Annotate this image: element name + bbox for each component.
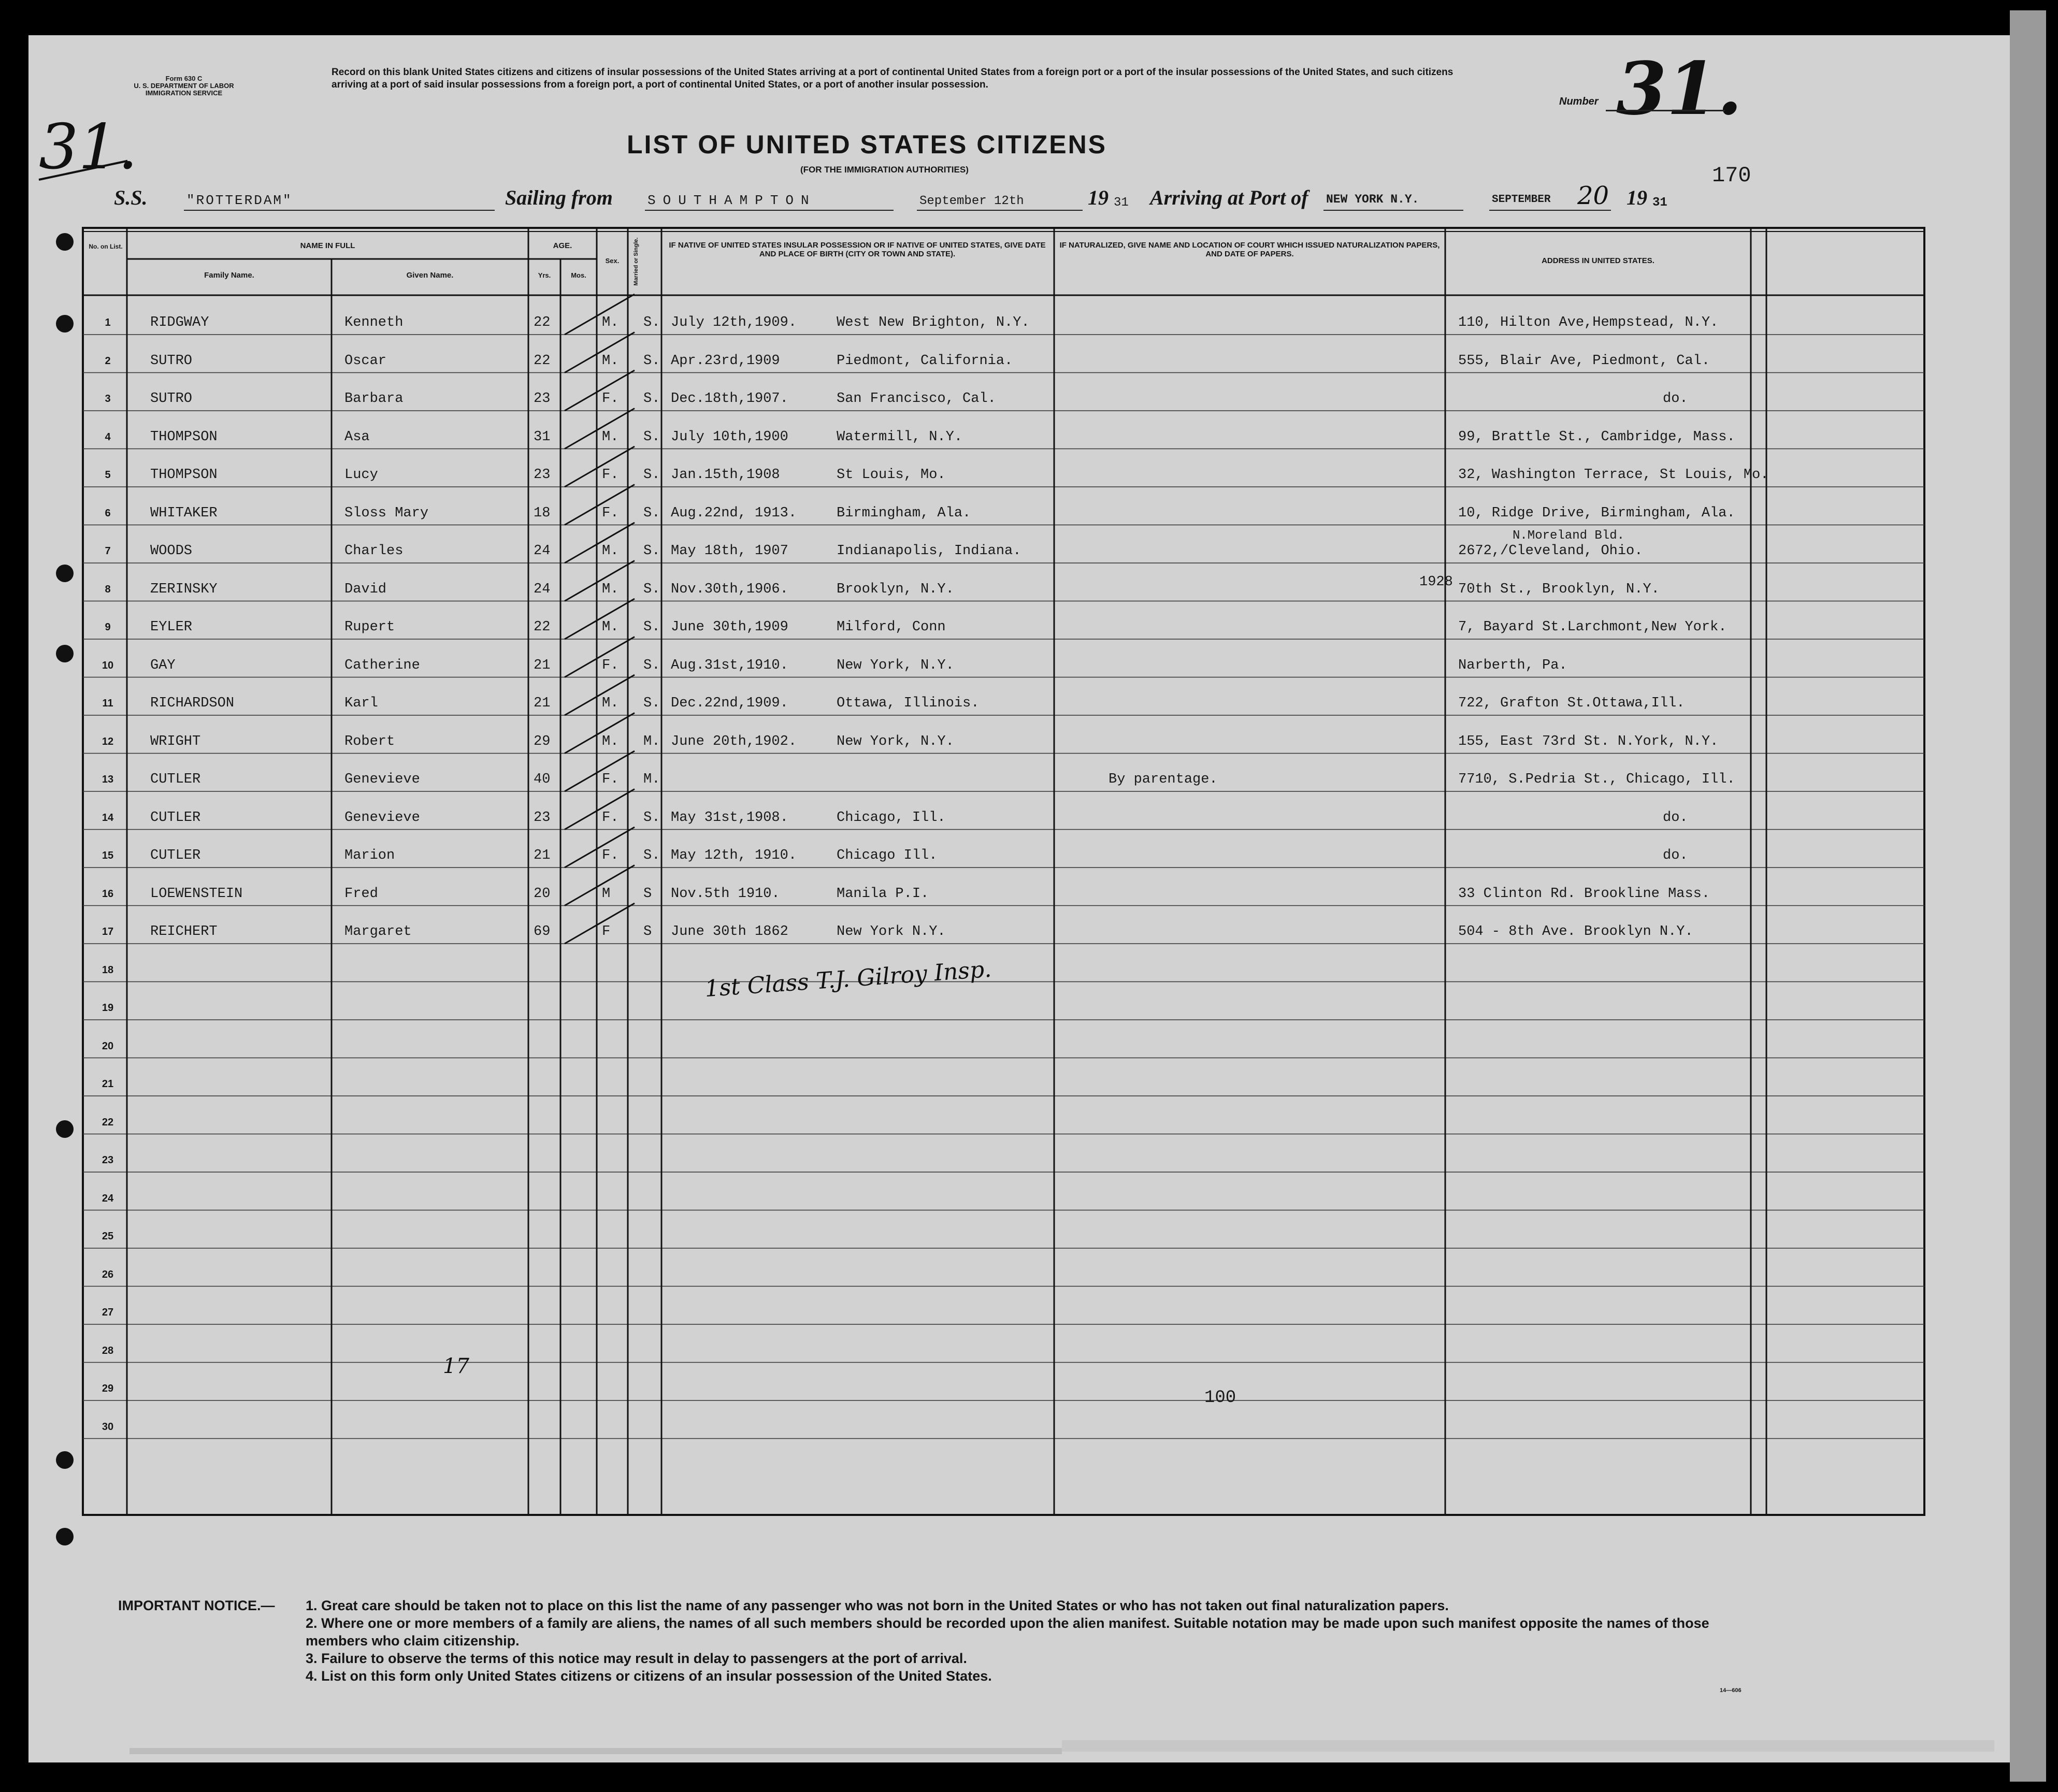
department: U. S. DEPARTMENT OF LABOR: [134, 82, 234, 90]
address-note: N.Moreland Bld.: [1513, 529, 1625, 543]
age-years: 40: [534, 772, 551, 787]
given-name: Asa: [344, 429, 370, 445]
address: 7710, S.Pedria St., Chicago, Ill.: [1458, 772, 1735, 787]
age-years: 69: [534, 924, 551, 940]
address: 70th St., Brooklyn, N.Y.: [1458, 581, 1660, 597]
address: do.: [1663, 848, 1688, 863]
sex: M.: [602, 429, 619, 445]
row-number: 1: [105, 317, 111, 328]
given-name: Kenneth: [344, 315, 404, 330]
header-family-name: Family Name.: [204, 271, 254, 280]
birth-place: St Louis, Mo.: [837, 467, 946, 483]
row-number: 23: [102, 1154, 114, 1166]
check-mark: [565, 827, 635, 868]
address: 110, Hilton Ave,Hempstead, N.Y.: [1458, 315, 1719, 330]
marital-status: S.: [643, 657, 660, 673]
age-years: 22: [534, 619, 551, 635]
notice-heading: IMPORTANT NOTICE.—: [118, 1598, 275, 1613]
ship-name: "ROTTERDAM": [186, 193, 293, 208]
sex: F.: [602, 657, 619, 673]
check-mark: [565, 789, 635, 830]
birth-place: Piedmont, California.: [837, 353, 1013, 369]
birth-place: New York N.Y.: [837, 924, 946, 940]
check-mark: [565, 409, 635, 449]
age-years: 21: [534, 848, 551, 863]
row-number: 8: [105, 583, 111, 595]
row-number: 24: [102, 1192, 114, 1204]
sex: M.: [602, 733, 619, 749]
form-instructions: Record on this blank United States citizens and citizens of insular possessions of the United States arriving at a port of continental United States from a foreign port or a port of the insular possessions of the United States, and such citizens arriving at a port of said insular possessions from a foreign port, a port of continental United States, or a port of another insular possession.: [332, 67, 1453, 90]
header-age: AGE.: [553, 241, 572, 250]
age-years: 23: [534, 810, 551, 826]
page-title: LIST OF UNITED STATES CITIZENS: [627, 130, 1107, 159]
row-number: 21: [102, 1078, 114, 1090]
marital-status: S: [643, 886, 652, 902]
age-years: 22: [534, 353, 551, 369]
row-number: 7: [105, 545, 111, 557]
birth-date: Aug.22nd, 1913.: [671, 505, 797, 521]
address: 32, Washington Terrace, St Louis, Mo.: [1458, 467, 1769, 483]
arrival-day: 20: [1577, 181, 1609, 210]
check-mark: [565, 561, 635, 601]
given-name: Rupert: [344, 619, 395, 635]
family-name: THOMPSON: [150, 429, 218, 445]
service: IMMIGRATION SERVICE: [145, 89, 223, 97]
sex: M.: [602, 543, 619, 559]
row-number: 14: [102, 812, 114, 823]
address: 33 Clinton Rd. Brookline Mass.: [1458, 886, 1710, 902]
address: 7, Bayard St.Larchmont,New York.: [1458, 619, 1727, 635]
list-number: 31.: [1616, 47, 1743, 132]
address: Narberth, Pa.: [1458, 657, 1567, 673]
sex: M.: [602, 315, 619, 330]
marital-status: S.: [643, 315, 660, 330]
family-name: RIDGWAY: [150, 315, 209, 330]
family-name: EYLER: [150, 619, 193, 635]
arr-year-prefix: 19: [1627, 186, 1647, 209]
check-mark: [565, 675, 635, 715]
header-name-in-full: NAME IN FULL: [300, 241, 355, 250]
birth-place: Chicago Ill.: [837, 848, 938, 863]
family-name: RICHARDSON: [150, 696, 235, 711]
header-naturalized: IF NATURALIZED, GIVE NAME AND LOCATION OF COURT WHICH ISSUED NATURALIZATION PAPERS, AND DATE OF PAPERS.: [1059, 241, 1440, 258]
check-mark: [565, 903, 635, 944]
header-given-name: Given Name.: [406, 271, 454, 280]
row-number: 10: [102, 659, 114, 671]
check-mark: [565, 637, 635, 677]
birth-place: Chicago, Ill.: [837, 810, 946, 826]
family-name: LOEWENSTEIN: [150, 886, 243, 902]
sex: F: [602, 924, 611, 940]
notice-item: 2. Where one or more members of a family are aliens, the names of all such members should be recorded upon the alien manifest. Suitable notation may be made upon such manifest opposite the names of those members who claim citizenship.: [306, 1615, 1709, 1649]
row-number: 3: [105, 393, 111, 404]
birth-place: Watermill, N.Y.: [837, 429, 963, 445]
family-name: ZERINSKY: [150, 581, 218, 597]
number-label: Number: [1559, 96, 1599, 107]
address: 722, Grafton St.Ottawa,Ill.: [1458, 696, 1685, 711]
marital-status: S: [643, 924, 652, 940]
notice-item: 1. Great care should be taken not to place on this list the name of any passenger who was not born in the United States or who has not taken out final naturalization papers.: [306, 1598, 1449, 1613]
age-years: 18: [534, 505, 551, 521]
marital-status: S.: [643, 619, 660, 635]
naturalization: 1928: [1419, 574, 1453, 590]
address: 2672,/Cleveland, Ohio.: [1458, 543, 1643, 559]
given-name: Catherine: [344, 657, 420, 673]
given-name: Sloss Mary: [344, 505, 429, 521]
birth-place: Milford, Conn: [837, 619, 946, 635]
row-number: 6: [105, 507, 111, 519]
row-number: 4: [105, 431, 111, 443]
row-number: 2: [105, 355, 111, 367]
birth-date: Dec.18th,1907.: [671, 391, 788, 407]
birth-date: July 10th,1900: [671, 429, 788, 445]
age-years: 24: [534, 543, 551, 559]
age-years: 24: [534, 581, 551, 597]
arr-year-suffix: 31: [1652, 196, 1667, 210]
birth-place: West New Brighton, N.Y.: [837, 315, 1030, 330]
birth-date: Jan.15th,1908: [671, 467, 780, 483]
age-years: 23: [534, 391, 551, 407]
header-sex: Sex.: [605, 257, 620, 265]
check-mark: [565, 370, 635, 411]
birth-place: Manila P.I.: [837, 886, 929, 902]
row-number: 30: [102, 1421, 114, 1433]
birth-place: New York, N.Y.: [837, 733, 954, 749]
tally-mark: 17: [443, 1354, 469, 1378]
row-number: 25: [102, 1231, 114, 1242]
form-number: Form 630 C: [165, 75, 203, 82]
row-number: 18: [102, 964, 114, 976]
birth-place: New York, N.Y.: [837, 657, 954, 673]
notice-item: 3. Failure to observe the terms of this notice may result in delay to passengers at the port of arrival.: [306, 1651, 967, 1666]
birth-date: June 30th,1909: [671, 619, 788, 635]
family-name: THOMPSON: [150, 467, 218, 483]
given-name: Karl: [344, 696, 378, 711]
birth-date: Nov.5th 1910.: [671, 886, 780, 902]
print-code: 14—606: [1720, 1687, 1742, 1694]
row-number: 9: [105, 622, 111, 633]
sex: F.: [602, 848, 619, 863]
row-number: 11: [102, 698, 113, 709]
sailing-label: Sailing from: [505, 186, 613, 209]
family-name: GAY: [150, 657, 176, 673]
header-married: Married or Single.: [633, 237, 639, 286]
sex: M: [602, 886, 611, 902]
given-name: Robert: [344, 733, 395, 749]
ss-label: S.S.: [114, 186, 148, 209]
family-name: CUTLER: [150, 848, 201, 863]
sex: F.: [602, 772, 619, 787]
header-birth: IF NATIVE OF UNITED STATES INSULAR POSSESSION OR IF NATIVE OF UNITED STATES, GIVE DATE AND PLACE OF BIRTH (CITY OR TOWN AND STATE).: [669, 241, 1046, 258]
page-stamp: 170: [1712, 163, 1751, 188]
marital-status: S.: [643, 505, 660, 521]
row-number: 16: [102, 888, 114, 900]
sex: M.: [602, 696, 619, 711]
check-mark: [565, 446, 635, 487]
family-name: CUTLER: [150, 810, 201, 826]
check-mark: [565, 713, 635, 754]
row-number: 26: [102, 1268, 114, 1280]
given-name: Lucy: [344, 467, 378, 483]
arrival-month: SEPTEMBER: [1492, 194, 1551, 206]
check-mark: [565, 865, 635, 906]
arrival-port: NEW YORK N.Y.: [1326, 193, 1419, 206]
address: 504 - 8th Ave. Brooklyn N.Y.: [1458, 924, 1693, 940]
given-name: Oscar: [344, 353, 387, 369]
sex: F.: [602, 810, 619, 826]
dep-year-suffix: 31: [1114, 196, 1129, 210]
address: 155, East 73rd St. N.York, N.Y.: [1458, 733, 1719, 749]
given-name: Barbara: [344, 391, 404, 407]
address: 555, Blair Ave, Piedmont, Cal.: [1458, 353, 1710, 369]
birth-date: May 12th, 1910.: [671, 848, 797, 863]
birth-date: May 31st,1908.: [671, 810, 788, 826]
given-name: Genevieve: [344, 810, 420, 826]
marital-status: M.: [643, 772, 660, 787]
marital-status: S.: [643, 391, 660, 407]
header-no-on-list: No. on List.: [89, 243, 123, 250]
birth-place: Indianapolis, Indiana.: [837, 543, 1021, 559]
header-yrs: Yrs.: [538, 271, 551, 279]
birth-date: June 20th,1902.: [671, 733, 797, 749]
address: 10, Ridge Drive, Birmingham, Ala.: [1458, 505, 1735, 521]
notice-items: [306, 1597, 1766, 1685]
marital-status: S.: [643, 543, 660, 559]
family-name: WHITAKER: [150, 505, 218, 521]
birth-date: May 18th, 1907: [671, 543, 788, 559]
address: do.: [1663, 810, 1688, 826]
family-name: REICHERT: [150, 924, 218, 940]
family-name: CUTLER: [150, 772, 201, 787]
check-mark: [565, 294, 635, 335]
naturalization: By parentage.: [1109, 772, 1218, 787]
row-number: 5: [105, 469, 111, 481]
age-years: 23: [534, 467, 551, 483]
check-mark: [565, 333, 635, 373]
marital-status: S.: [643, 353, 660, 369]
marital-status: S.: [643, 848, 660, 863]
row-number: 13: [102, 774, 114, 785]
check-mark: [565, 751, 635, 791]
birth-date: June 30th 1862: [671, 924, 788, 940]
sex: F.: [602, 505, 619, 521]
row-number: 20: [102, 1040, 114, 1052]
page-subtitle: (FOR THE IMMIGRATION AUTHORITIES): [800, 165, 969, 175]
corner-number: 31.: [39, 111, 138, 183]
address: 99, Brattle St., Cambridge, Mass.: [1458, 429, 1735, 445]
marital-status: S.: [643, 696, 660, 711]
age-years: 20: [534, 886, 551, 902]
arriving-label: Arriving at Port of: [1150, 186, 1308, 209]
birth-place: Brooklyn, N.Y.: [837, 581, 954, 597]
birth-date: July 12th,1909.: [671, 315, 797, 330]
birth-place: Birmingham, Ala.: [837, 505, 971, 521]
check-mark: [565, 523, 635, 563]
header-mos: Mos.: [571, 271, 586, 279]
family-name: WOODS: [150, 543, 193, 559]
birth-date: Dec.22nd,1909.: [671, 696, 788, 711]
marital-status: S.: [643, 581, 660, 597]
departure-date: September 12th: [919, 194, 1024, 208]
dep-year-prefix: 19: [1088, 186, 1109, 209]
notice-item: 4. List on this form only United States citizens or citizens of an insular possession of the United States.: [306, 1668, 992, 1684]
birth-date: Apr.23rd,1909: [671, 353, 780, 369]
family-name: SUTRO: [150, 391, 193, 407]
given-name: Marion: [344, 848, 395, 863]
marital-status: S.: [643, 429, 660, 445]
check-mark: [565, 599, 635, 639]
row-number: 27: [102, 1307, 114, 1318]
sex: M.: [602, 353, 619, 369]
sex: F.: [602, 467, 619, 483]
marital-status: M.: [643, 733, 660, 749]
sex: F.: [602, 391, 619, 407]
given-name: Margaret: [344, 924, 412, 940]
row-number: 15: [102, 850, 114, 861]
age-years: 21: [534, 657, 551, 673]
row-number: 17: [102, 926, 114, 937]
age-years: 31: [534, 429, 551, 445]
birth-place: Ottawa, Illinois.: [837, 696, 980, 711]
row-number: 28: [102, 1345, 114, 1356]
row-number: 29: [102, 1383, 114, 1394]
row-number: 22: [102, 1116, 114, 1128]
sex: M.: [602, 619, 619, 635]
age-years: 22: [534, 315, 551, 330]
birth-date: Nov.30th,1906.: [671, 581, 788, 597]
given-name: Fred: [344, 886, 378, 902]
from-port: SOUTHAMPTON: [647, 193, 816, 208]
paper-fold: [129, 1748, 1062, 1754]
row-number: 12: [102, 735, 114, 747]
marital-status: S.: [643, 467, 660, 483]
age-years: 29: [534, 733, 551, 749]
check-mark: [565, 485, 635, 525]
paper-fold: [1062, 1740, 1994, 1752]
header-address: ADDRESS IN UNITED STATES.: [1542, 256, 1654, 265]
family-name: SUTRO: [150, 353, 193, 369]
inspector-signature: 1st Class T.J. Gilroy Insp.: [703, 956, 992, 1003]
birth-date: Aug.31st,1910.: [671, 657, 788, 673]
given-name: Charles: [344, 543, 404, 559]
stamp-number: 100: [1204, 1388, 1236, 1408]
age-years: 21: [534, 696, 551, 711]
row-number: 19: [102, 1002, 114, 1014]
given-name: David: [344, 581, 387, 597]
marital-status: S.: [643, 810, 660, 826]
sex: M.: [602, 581, 619, 597]
address: do.: [1663, 391, 1688, 407]
family-name: WRIGHT: [150, 733, 201, 749]
birth-place: San Francisco, Cal.: [837, 391, 996, 407]
given-name: Genevieve: [344, 772, 420, 787]
